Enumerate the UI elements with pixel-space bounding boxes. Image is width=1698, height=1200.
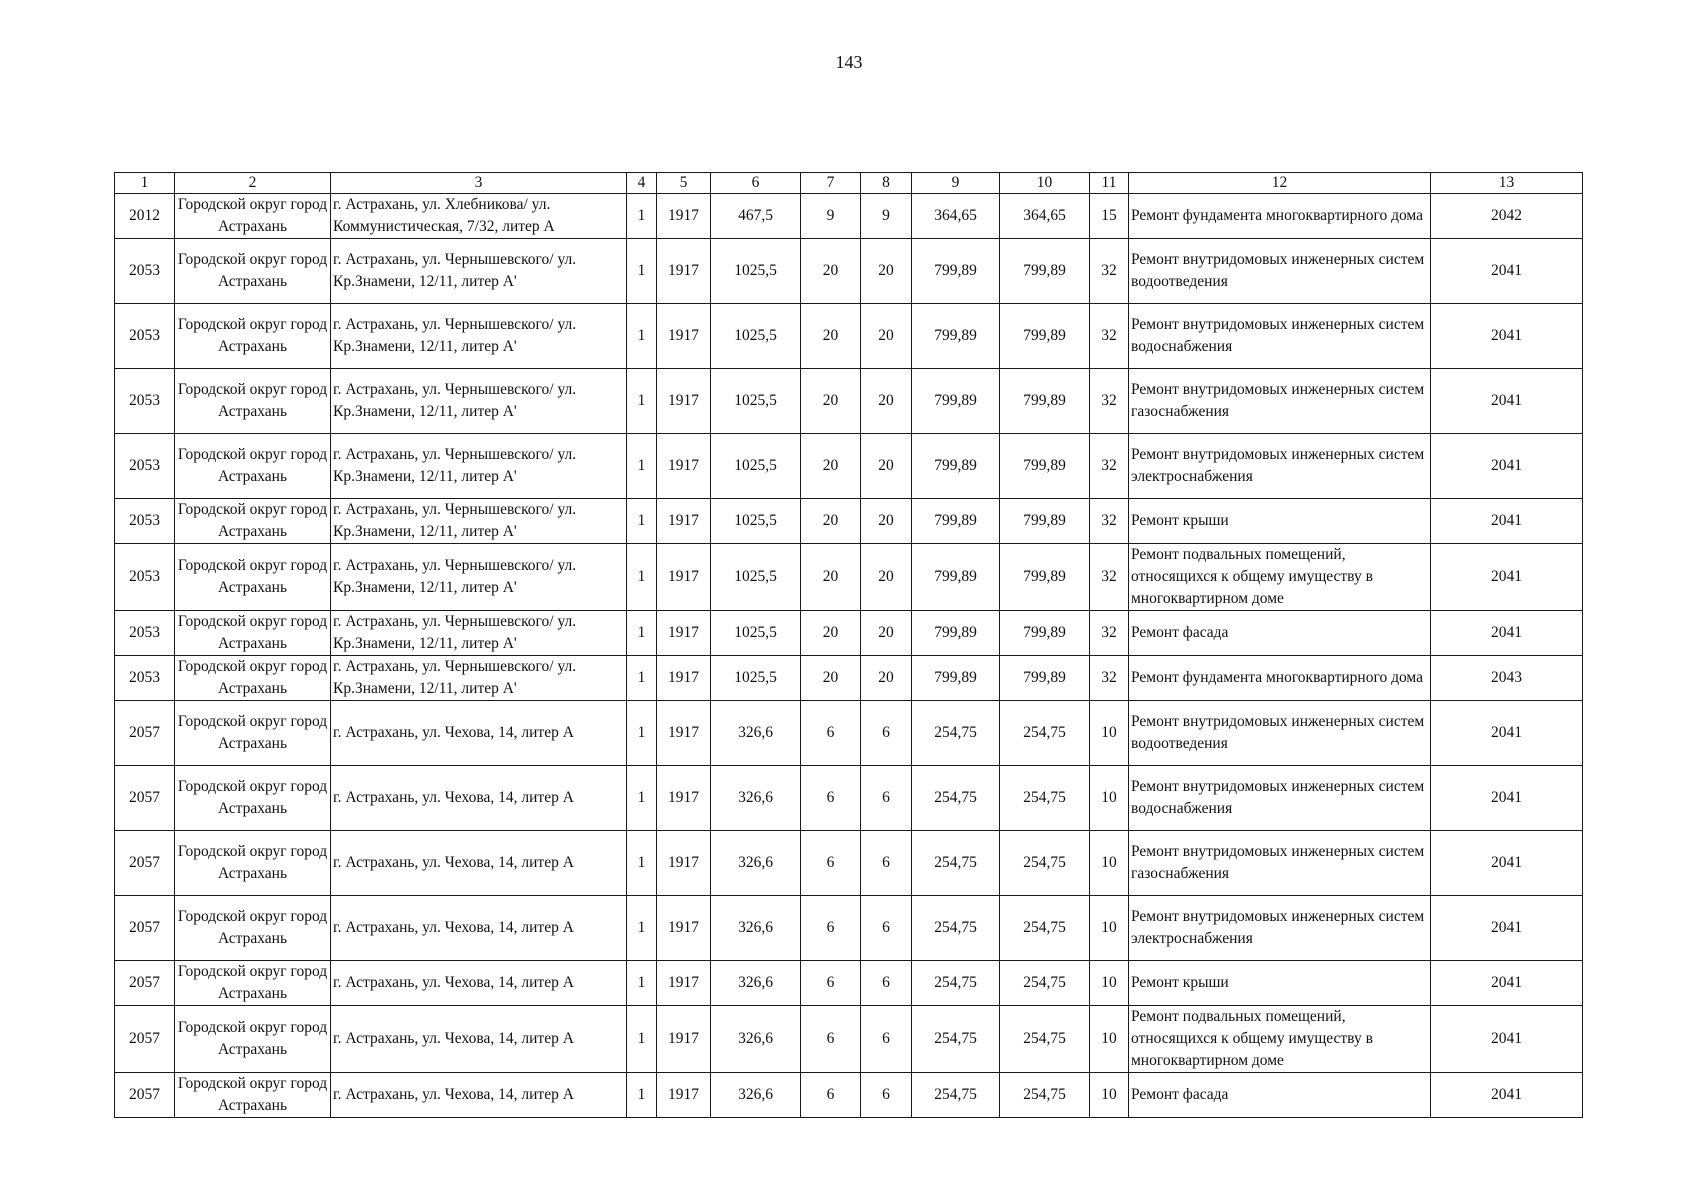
area-cell: 326,6 xyxy=(711,701,801,766)
col11-cell: 32 xyxy=(1090,369,1129,434)
row-number-cell: 2053 xyxy=(115,656,175,701)
work-type-cell: Ремонт крыши xyxy=(1129,961,1431,1006)
column-header: 10 xyxy=(1000,173,1090,194)
area-cell: 326,6 xyxy=(711,766,801,831)
table-row xyxy=(115,1006,1583,1073)
column-header: 2 xyxy=(175,173,331,194)
col9-cell: 254,75 xyxy=(912,961,1000,1006)
row-number-cell: 2053 xyxy=(115,239,175,304)
table-row xyxy=(115,831,1583,896)
table-row xyxy=(115,896,1583,961)
column-header: 13 xyxy=(1431,173,1583,194)
column-header: 9 xyxy=(912,173,1000,194)
column-header: 3 xyxy=(331,173,627,194)
col9-cell: 799,89 xyxy=(912,304,1000,369)
col10-cell: 799,89 xyxy=(1000,239,1090,304)
row-number-cell: 2053 xyxy=(115,434,175,499)
address-cell: г. Астрахань, ул. Чехова, 14, литер А xyxy=(331,766,627,831)
year-cell: 1917 xyxy=(657,1006,711,1073)
area-cell: 326,6 xyxy=(711,1006,801,1073)
col11-cell: 10 xyxy=(1090,701,1129,766)
col10-cell: 254,75 xyxy=(1000,1073,1090,1118)
row-number-cell: 2053 xyxy=(115,544,175,611)
col4-cell: 1 xyxy=(627,194,657,239)
col10-cell: 799,89 xyxy=(1000,434,1090,499)
table-row xyxy=(115,499,1583,544)
municipality-cell: Городской округ город Астрахань xyxy=(175,961,331,1006)
year-cell: 1917 xyxy=(657,611,711,656)
work-type-cell: Ремонт внутридомовых инженерных систем водоснабжения xyxy=(1129,766,1431,831)
planned-year-cell: 2041 xyxy=(1431,434,1583,499)
column-header: 6 xyxy=(711,173,801,194)
planned-year-cell: 2041 xyxy=(1431,701,1583,766)
planned-year-cell: 2041 xyxy=(1431,1006,1583,1073)
planned-year-cell: 2041 xyxy=(1431,544,1583,611)
municipality-cell: Городской округ город Астрахань xyxy=(175,544,331,611)
col9-cell: 254,75 xyxy=(912,896,1000,961)
row-number-cell: 2057 xyxy=(115,1073,175,1118)
municipality-cell: Городской округ город Астрахань xyxy=(175,611,331,656)
col8-cell: 6 xyxy=(861,1006,912,1073)
work-type-cell: Ремонт внутридомовых инженерных систем электроснабжения xyxy=(1129,896,1431,961)
col8-cell: 9 xyxy=(861,194,912,239)
area-cell: 1025,5 xyxy=(711,611,801,656)
year-cell: 1917 xyxy=(657,831,711,896)
col8-cell: 20 xyxy=(861,499,912,544)
work-type-cell: Ремонт фасада xyxy=(1129,611,1431,656)
col8-cell: 20 xyxy=(861,544,912,611)
municipality-cell: Городской округ город Астрахань xyxy=(175,499,331,544)
row-number-cell: 2057 xyxy=(115,1006,175,1073)
col11-cell: 10 xyxy=(1090,766,1129,831)
col9-cell: 364,65 xyxy=(912,194,1000,239)
area-cell: 326,6 xyxy=(711,1073,801,1118)
address-cell: г. Астрахань, ул. Чернышевского/ ул. Кр.Знамени, 12/11, литер А' xyxy=(331,304,627,369)
col4-cell: 1 xyxy=(627,656,657,701)
planned-year-cell: 2043 xyxy=(1431,656,1583,701)
address-cell: г. Астрахань, ул. Чехова, 14, литер А xyxy=(331,701,627,766)
table-row xyxy=(115,1073,1583,1118)
area-cell: 1025,5 xyxy=(711,544,801,611)
col11-cell: 32 xyxy=(1090,434,1129,499)
col8-cell: 6 xyxy=(861,961,912,1006)
col10-cell: 254,75 xyxy=(1000,831,1090,896)
col4-cell: 1 xyxy=(627,611,657,656)
work-type-cell: Ремонт внутридомовых инженерных систем газоснабжения xyxy=(1129,831,1431,896)
row-number-cell: 2057 xyxy=(115,961,175,1006)
page-number: 143 xyxy=(835,52,863,72)
col8-cell: 20 xyxy=(861,611,912,656)
work-type-cell: Ремонт внутридомовых инженерных систем водоотведения xyxy=(1129,701,1431,766)
table-row xyxy=(115,239,1583,304)
col7-cell: 20 xyxy=(801,304,861,369)
col7-cell: 20 xyxy=(801,369,861,434)
work-type-cell: Ремонт фундамента многоквартирного дома xyxy=(1129,656,1431,701)
area-cell: 326,6 xyxy=(711,896,801,961)
column-header: 12 xyxy=(1129,173,1431,194)
address-cell: г. Астрахань, ул. Чернышевского/ ул. Кр.Знамени, 12/11, литер А' xyxy=(331,544,627,611)
planned-year-cell: 2041 xyxy=(1431,831,1583,896)
header-row xyxy=(115,173,1583,194)
work-type-cell: Ремонт подвальных помещений, относящихся к общему имуществу в многоквартирном доме xyxy=(1129,1006,1431,1073)
address-cell: г. Астрахань, ул. Чехова, 14, литер А xyxy=(331,1073,627,1118)
col7-cell: 20 xyxy=(801,499,861,544)
municipality-cell: Городской округ город Астрахань xyxy=(175,239,331,304)
year-cell: 1917 xyxy=(657,239,711,304)
row-number-cell: 2053 xyxy=(115,304,175,369)
col7-cell: 20 xyxy=(801,544,861,611)
col9-cell: 254,75 xyxy=(912,831,1000,896)
col7-cell: 6 xyxy=(801,961,861,1006)
planned-year-cell: 2042 xyxy=(1431,194,1583,239)
col11-cell: 10 xyxy=(1090,896,1129,961)
column-header: 8 xyxy=(861,173,912,194)
column-header: 11 xyxy=(1090,173,1129,194)
col4-cell: 1 xyxy=(627,304,657,369)
table-row xyxy=(115,766,1583,831)
row-number-cell: 2053 xyxy=(115,499,175,544)
year-cell: 1917 xyxy=(657,701,711,766)
address-cell: г. Астрахань, ул. Хлебникова/ ул. Коммунистическая, 7/32, литер А xyxy=(331,194,627,239)
col10-cell: 254,75 xyxy=(1000,1006,1090,1073)
col11-cell: 10 xyxy=(1090,831,1129,896)
table-row xyxy=(115,656,1583,701)
planned-year-cell: 2041 xyxy=(1431,896,1583,961)
col7-cell: 9 xyxy=(801,194,861,239)
planned-year-cell: 2041 xyxy=(1431,1073,1583,1118)
address-cell: г. Астрахань, ул. Чернышевского/ ул. Кр.Знамени, 12/11, литер А' xyxy=(331,434,627,499)
col9-cell: 254,75 xyxy=(912,766,1000,831)
col10-cell: 799,89 xyxy=(1000,499,1090,544)
col10-cell: 364,65 xyxy=(1000,194,1090,239)
area-cell: 326,6 xyxy=(711,961,801,1006)
col4-cell: 1 xyxy=(627,1073,657,1118)
address-cell: г. Астрахань, ул. Чернышевского/ ул. Кр.Знамени, 12/11, литер А' xyxy=(331,611,627,656)
col4-cell: 1 xyxy=(627,831,657,896)
col4-cell: 1 xyxy=(627,766,657,831)
col11-cell: 10 xyxy=(1090,1006,1129,1073)
col7-cell: 6 xyxy=(801,701,861,766)
planned-year-cell: 2041 xyxy=(1431,499,1583,544)
work-type-cell: Ремонт крыши xyxy=(1129,499,1431,544)
year-cell: 1917 xyxy=(657,499,711,544)
col4-cell: 1 xyxy=(627,499,657,544)
year-cell: 1917 xyxy=(657,304,711,369)
col7-cell: 6 xyxy=(801,831,861,896)
col11-cell: 15 xyxy=(1090,194,1129,239)
col11-cell: 32 xyxy=(1090,544,1129,611)
address-cell: г. Астрахань, ул. Чернышевского/ ул. Кр.Знамени, 12/11, литер А' xyxy=(331,656,627,701)
col9-cell: 799,89 xyxy=(912,656,1000,701)
col9-cell: 799,89 xyxy=(912,544,1000,611)
col11-cell: 32 xyxy=(1090,611,1129,656)
col9-cell: 799,89 xyxy=(912,369,1000,434)
area-cell: 1025,5 xyxy=(711,369,801,434)
municipality-cell: Городской округ город Астрахань xyxy=(175,434,331,499)
col4-cell: 1 xyxy=(627,701,657,766)
table-row xyxy=(115,544,1583,611)
area-cell: 1025,5 xyxy=(711,239,801,304)
planned-year-cell: 2041 xyxy=(1431,304,1583,369)
col10-cell: 254,75 xyxy=(1000,896,1090,961)
col4-cell: 1 xyxy=(627,434,657,499)
col10-cell: 254,75 xyxy=(1000,961,1090,1006)
col8-cell: 6 xyxy=(861,766,912,831)
col4-cell: 1 xyxy=(627,369,657,434)
col9-cell: 254,75 xyxy=(912,1073,1000,1118)
row-number-cell: 2057 xyxy=(115,831,175,896)
municipality-cell: Городской округ город Астрахань xyxy=(175,831,331,896)
col10-cell: 254,75 xyxy=(1000,701,1090,766)
col8-cell: 6 xyxy=(861,1073,912,1118)
repair-schedule-table xyxy=(114,172,1583,1118)
row-number-cell: 2053 xyxy=(115,369,175,434)
municipality-cell: Городской округ город Астрахань xyxy=(175,766,331,831)
year-cell: 1917 xyxy=(657,961,711,1006)
area-cell: 1025,5 xyxy=(711,499,801,544)
address-cell: г. Астрахань, ул. Чернышевского/ ул. Кр.Знамени, 12/11, литер А' xyxy=(331,369,627,434)
year-cell: 1917 xyxy=(657,194,711,239)
address-cell: г. Астрахань, ул. Чехова, 14, литер А xyxy=(331,896,627,961)
col8-cell: 6 xyxy=(861,701,912,766)
col11-cell: 32 xyxy=(1090,499,1129,544)
col7-cell: 20 xyxy=(801,239,861,304)
address-cell: г. Астрахань, ул. Чехова, 14, литер А xyxy=(331,831,627,896)
municipality-cell: Городской округ город Астрахань xyxy=(175,701,331,766)
municipality-cell: Городской округ город Астрахань xyxy=(175,656,331,701)
table-row xyxy=(115,611,1583,656)
col7-cell: 6 xyxy=(801,896,861,961)
area-cell: 467,5 xyxy=(711,194,801,239)
row-number-cell: 2012 xyxy=(115,194,175,239)
planned-year-cell: 2041 xyxy=(1431,961,1583,1006)
col4-cell: 1 xyxy=(627,239,657,304)
municipality-cell: Городской округ город Астрахань xyxy=(175,1073,331,1118)
col7-cell: 6 xyxy=(801,1073,861,1118)
area-cell: 1025,5 xyxy=(711,434,801,499)
col4-cell: 1 xyxy=(627,1006,657,1073)
address-cell: г. Астрахань, ул. Чернышевского/ ул. Кр.Знамени, 12/11, литер А' xyxy=(331,499,627,544)
year-cell: 1917 xyxy=(657,434,711,499)
col9-cell: 799,89 xyxy=(912,434,1000,499)
year-cell: 1917 xyxy=(657,544,711,611)
col9-cell: 254,75 xyxy=(912,1006,1000,1073)
col8-cell: 20 xyxy=(861,239,912,304)
planned-year-cell: 2041 xyxy=(1431,611,1583,656)
column-header: 5 xyxy=(657,173,711,194)
column-header: 4 xyxy=(627,173,657,194)
table-row xyxy=(115,961,1583,1006)
work-type-cell: Ремонт подвальных помещений, относящихся к общему имуществу в многоквартирном доме xyxy=(1129,544,1431,611)
municipality-cell: Городской округ город Астрахань xyxy=(175,304,331,369)
col8-cell: 20 xyxy=(861,434,912,499)
table-row xyxy=(115,434,1583,499)
table-row xyxy=(115,194,1583,239)
year-cell: 1917 xyxy=(657,1073,711,1118)
col8-cell: 6 xyxy=(861,831,912,896)
col9-cell: 799,89 xyxy=(912,611,1000,656)
col4-cell: 1 xyxy=(627,961,657,1006)
col4-cell: 1 xyxy=(627,896,657,961)
col7-cell: 20 xyxy=(801,434,861,499)
col7-cell: 20 xyxy=(801,656,861,701)
col11-cell: 32 xyxy=(1090,656,1129,701)
municipality-cell: Городской округ город Астрахань xyxy=(175,1006,331,1073)
municipality-cell: Городской округ город Астрахань xyxy=(175,896,331,961)
year-cell: 1917 xyxy=(657,896,711,961)
table-row xyxy=(115,701,1583,766)
work-type-cell: Ремонт внутридомовых инженерных систем водоотведения xyxy=(1129,239,1431,304)
work-type-cell: Ремонт внутридомовых инженерных систем газоснабжения xyxy=(1129,369,1431,434)
col7-cell: 6 xyxy=(801,766,861,831)
col4-cell: 1 xyxy=(627,544,657,611)
address-cell: г. Астрахань, ул. Чернышевского/ ул. Кр.Знамени, 12/11, литер А' xyxy=(331,239,627,304)
municipality-cell: Городской округ город Астрахань xyxy=(175,194,331,239)
row-number-cell: 2057 xyxy=(115,766,175,831)
area-cell: 1025,5 xyxy=(711,656,801,701)
table-row xyxy=(115,369,1583,434)
year-cell: 1917 xyxy=(657,656,711,701)
work-type-cell: Ремонт внутридомовых инженерных систем водоснабжения xyxy=(1129,304,1431,369)
col11-cell: 32 xyxy=(1090,304,1129,369)
work-type-cell: Ремонт внутридомовых инженерных систем электроснабжения xyxy=(1129,434,1431,499)
table-body xyxy=(115,194,1583,1118)
planned-year-cell: 2041 xyxy=(1431,369,1583,434)
col11-cell: 10 xyxy=(1090,1073,1129,1118)
address-cell: г. Астрахань, ул. Чехова, 14, литер А xyxy=(331,961,627,1006)
work-type-cell: Ремонт фасада xyxy=(1129,1073,1431,1118)
col7-cell: 20 xyxy=(801,611,861,656)
column-header: 7 xyxy=(801,173,861,194)
col10-cell: 799,89 xyxy=(1000,544,1090,611)
col10-cell: 254,75 xyxy=(1000,766,1090,831)
municipality-cell: Городской округ город Астрахань xyxy=(175,369,331,434)
planned-year-cell: 2041 xyxy=(1431,766,1583,831)
area-cell: 326,6 xyxy=(711,831,801,896)
row-number-cell: 2053 xyxy=(115,611,175,656)
col8-cell: 6 xyxy=(861,896,912,961)
col8-cell: 20 xyxy=(861,369,912,434)
col8-cell: 20 xyxy=(861,656,912,701)
col11-cell: 10 xyxy=(1090,961,1129,1006)
col9-cell: 254,75 xyxy=(912,701,1000,766)
table-row xyxy=(115,304,1583,369)
planned-year-cell: 2041 xyxy=(1431,239,1583,304)
col8-cell: 20 xyxy=(861,304,912,369)
work-type-cell: Ремонт фундамента многоквартирного дома xyxy=(1129,194,1431,239)
year-cell: 1917 xyxy=(657,369,711,434)
col10-cell: 799,89 xyxy=(1000,369,1090,434)
row-number-cell: 2057 xyxy=(115,701,175,766)
row-number-cell: 2057 xyxy=(115,896,175,961)
col9-cell: 799,89 xyxy=(912,239,1000,304)
column-header: 1 xyxy=(115,173,175,194)
col11-cell: 32 xyxy=(1090,239,1129,304)
col10-cell: 799,89 xyxy=(1000,611,1090,656)
year-cell: 1917 xyxy=(657,766,711,831)
col9-cell: 799,89 xyxy=(912,499,1000,544)
col7-cell: 6 xyxy=(801,1006,861,1073)
area-cell: 1025,5 xyxy=(711,304,801,369)
col10-cell: 799,89 xyxy=(1000,656,1090,701)
col10-cell: 799,89 xyxy=(1000,304,1090,369)
address-cell: г. Астрахань, ул. Чехова, 14, литер А xyxy=(331,1006,627,1073)
